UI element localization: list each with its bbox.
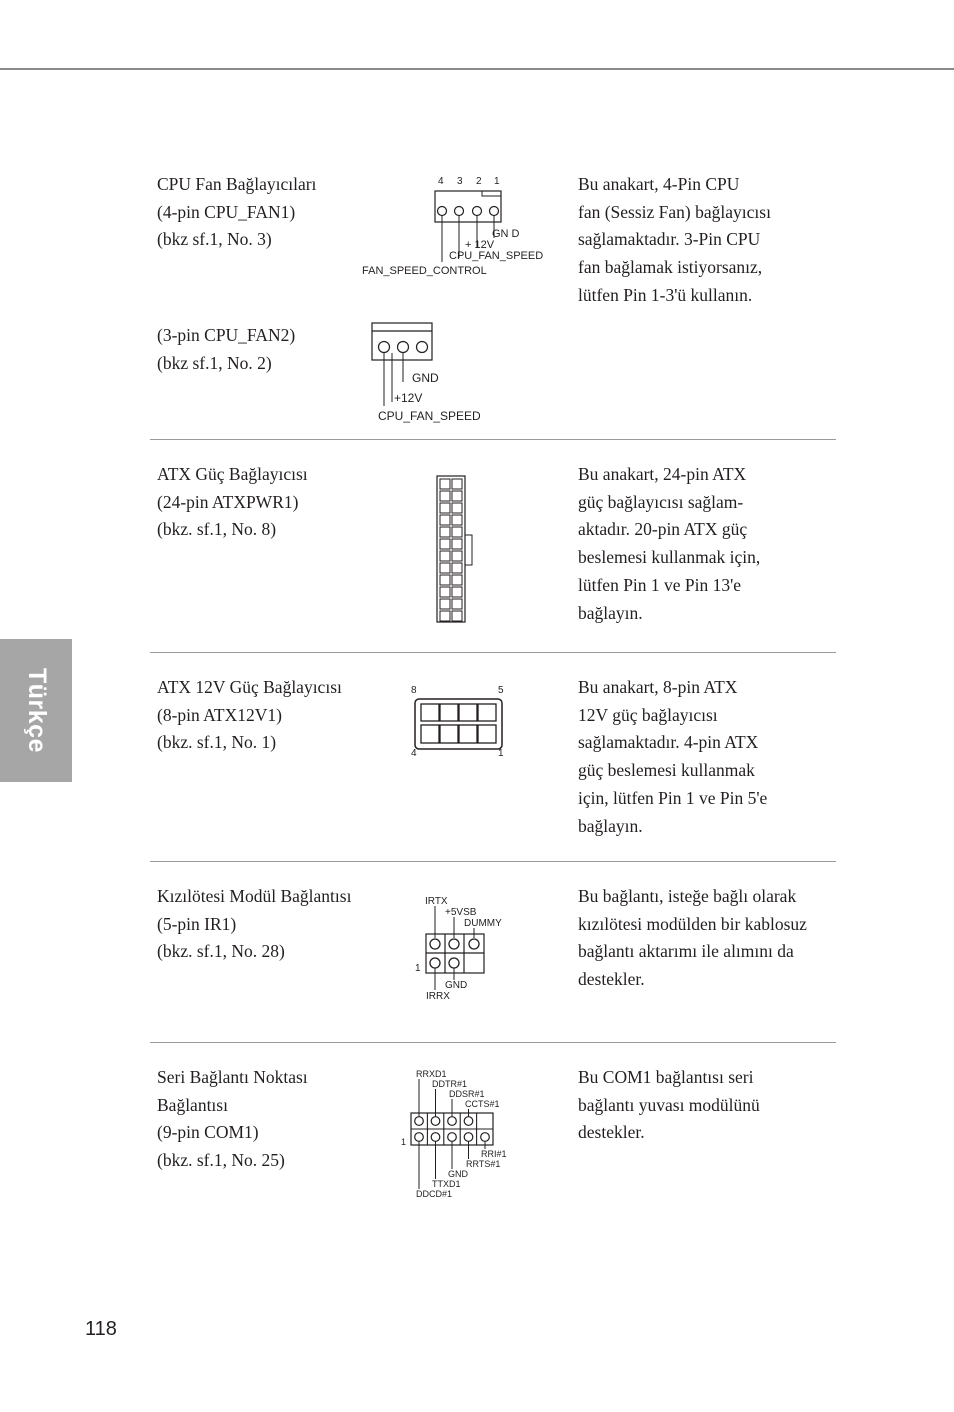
- language-tab-label: Türkçe: [22, 668, 51, 753]
- connector-key: [482, 191, 501, 196]
- pin: [452, 611, 462, 621]
- ir-5pin-diagram: [410, 892, 530, 1004]
- label-irtx: IRTX: [425, 896, 448, 907]
- pin: [478, 704, 496, 721]
- pin: [421, 704, 439, 721]
- label-12v: +12V: [394, 391, 423, 405]
- pin: [440, 704, 458, 721]
- pin: [455, 207, 464, 216]
- header-rule: [0, 68, 954, 70]
- pin-number-4: 4: [411, 748, 417, 759]
- pin-number-4: 4: [438, 176, 444, 187]
- cpu-fan2-pin-diagram: [370, 320, 510, 428]
- pin: [430, 939, 440, 949]
- section-divider: [150, 861, 836, 862]
- section-divider: [150, 439, 836, 440]
- pin: [459, 704, 477, 721]
- pin: [459, 725, 477, 743]
- atx12v-title: ATX 12V Güç Bağlayıcısı (8-pin ATX12V1) (bkz. sf.1, No. 1): [157, 677, 342, 753]
- pin: [452, 527, 462, 537]
- label-5vsb: +5VSB: [445, 907, 477, 918]
- com1-title: Seri Bağlantı Noktası Bağlantısı (9-pin COM1) (bkz. sf.1, No. 25): [157, 1067, 308, 1171]
- pin: [440, 575, 450, 585]
- label-ddtr1: DDTR#1: [432, 1079, 468, 1089]
- label-gnd: GND: [412, 371, 439, 385]
- atx12v-8pin-diagram: [405, 682, 520, 762]
- com1-description: Bu COM1 bağlantısı seri bağlantı yuvası modülünü destekler.: [578, 1067, 760, 1143]
- pin: [452, 491, 462, 501]
- label-fan-speed-control: FAN_SPEED_CONTROL: [362, 265, 487, 277]
- label-gnd: GN D: [492, 228, 520, 240]
- pin: [440, 587, 450, 597]
- pin: [481, 1133, 490, 1142]
- pin: [438, 207, 447, 216]
- pin: [440, 527, 450, 537]
- pin: [452, 551, 462, 561]
- pin: [430, 958, 440, 968]
- com1-9pin-diagram: [396, 1066, 526, 1201]
- pin: [440, 503, 450, 513]
- pin: [452, 515, 462, 525]
- pin: [478, 725, 496, 743]
- label-12v: + 12V: [465, 239, 495, 251]
- label-ccts1: CCTS#1: [465, 1099, 500, 1109]
- pin: [440, 479, 450, 489]
- cpu-fan1-pin-diagram: [355, 170, 560, 280]
- atx12v-description: Bu anakart, 8-pin ATX 12V güç bağlayıcısı sağlamaktadır. 4-pin ATX güç beslemesi kullanmak için, lütfen Pin 1 ve Pin 5'e bağlayın.: [578, 677, 768, 836]
- pin-number-2: 2: [476, 176, 482, 187]
- connector-latch: [465, 535, 472, 565]
- pin: [431, 1133, 440, 1142]
- pin: [452, 479, 462, 489]
- label-irrx: IRRX: [426, 991, 450, 1002]
- pin: [452, 587, 462, 597]
- label-ddsr1: DDSR#1: [449, 1089, 485, 1099]
- pin: [452, 539, 462, 549]
- pin-number-1: 1: [494, 176, 500, 187]
- cpu-fan1-description: Bu anakart, 4-Pin CPU fan (Sessiz Fan) bağlayıcısı sağlamaktadır. 3-Pin CPU fan bağlamak istiyorsanız, lütfen Pin 1-3'ü kullanın.: [578, 174, 771, 305]
- pin: [421, 725, 439, 743]
- pin: [440, 551, 450, 561]
- page-number: 118: [85, 1318, 117, 1340]
- label-pin-1: 1: [401, 1137, 407, 1147]
- ir-module-title: Kızılötesi Modül Bağlantısı (5-pin IR1) (bkz. sf.1, No. 28): [157, 886, 352, 962]
- pin: [452, 599, 462, 609]
- pin: [415, 1133, 424, 1142]
- pin: [379, 342, 390, 353]
- cpu-fan1-title: CPU Fan Bağlayıcıları (4-pin CPU_FAN1) (bkz sf.1, No. 3): [157, 174, 317, 250]
- pin: [473, 207, 482, 216]
- pin: [448, 1133, 457, 1142]
- pin: [452, 563, 462, 573]
- pin-number-3: 3: [457, 176, 463, 187]
- pin: [452, 575, 462, 585]
- label-rrts1: RRTS#1: [466, 1159, 501, 1169]
- pin-number-5: 5: [498, 685, 504, 696]
- pin: [440, 563, 450, 573]
- label-ttxd1: TTXD1: [432, 1179, 461, 1189]
- pin-number-8: 8: [411, 685, 417, 696]
- pin-number-1: 1: [498, 748, 504, 759]
- pin: [417, 342, 428, 353]
- pin: [449, 939, 459, 949]
- cpu-fan2-title: (3-pin CPU_FAN2) (bkz sf.1, No. 2): [157, 325, 296, 373]
- label-cpu-fan-speed: CPU_FAN_SPEED: [449, 250, 544, 262]
- pin: [464, 1117, 473, 1126]
- ir-module-description: Bu bağlantı, isteğe bağlı olarak kızılötesi modülden bir kablosuz bağlantı aktarımı ile alımını da destekler.: [578, 886, 807, 990]
- pin: [431, 1117, 440, 1126]
- pin: [452, 503, 462, 513]
- label-cpu-fan-speed: CPU_FAN_SPEED: [378, 409, 481, 423]
- label-gnd: GND: [448, 1169, 468, 1179]
- pin: [440, 611, 450, 621]
- label-dummy: DUMMY: [464, 918, 502, 929]
- pin: [415, 1117, 424, 1126]
- pin: [398, 342, 409, 353]
- pin: [440, 599, 450, 609]
- atx-power-description: Bu anakart, 24-pin ATX güç bağlayıcısı sağlam- aktadır. 20-pin ATX güç beslemesi kullanmak için, lütfen Pin 1 ve Pin 13'e bağlayın.: [578, 464, 761, 623]
- pin: [490, 207, 499, 216]
- label-rri1: RRI#1: [481, 1149, 507, 1159]
- atx-24pin-diagram: [436, 475, 476, 625]
- label-pin-1: 1: [415, 963, 421, 974]
- section-divider: [150, 1042, 836, 1043]
- label-gnd: GND: [445, 980, 468, 991]
- pin: [449, 958, 459, 968]
- pin: [469, 939, 479, 949]
- pin: [440, 539, 450, 549]
- pin: [440, 491, 450, 501]
- label-rrxd1: RRXD1: [416, 1069, 447, 1079]
- label-ddcd1: DDCD#1: [416, 1189, 453, 1199]
- atx-power-title: ATX Güç Bağlayıcısı (24-pin ATXPWR1) (bkz. sf.1, No. 8): [157, 464, 308, 540]
- section-divider: [150, 652, 836, 653]
- language-side-tab: [0, 639, 72, 782]
- pin: [440, 725, 458, 743]
- pin: [440, 515, 450, 525]
- pin: [448, 1117, 457, 1126]
- pin: [464, 1133, 473, 1142]
